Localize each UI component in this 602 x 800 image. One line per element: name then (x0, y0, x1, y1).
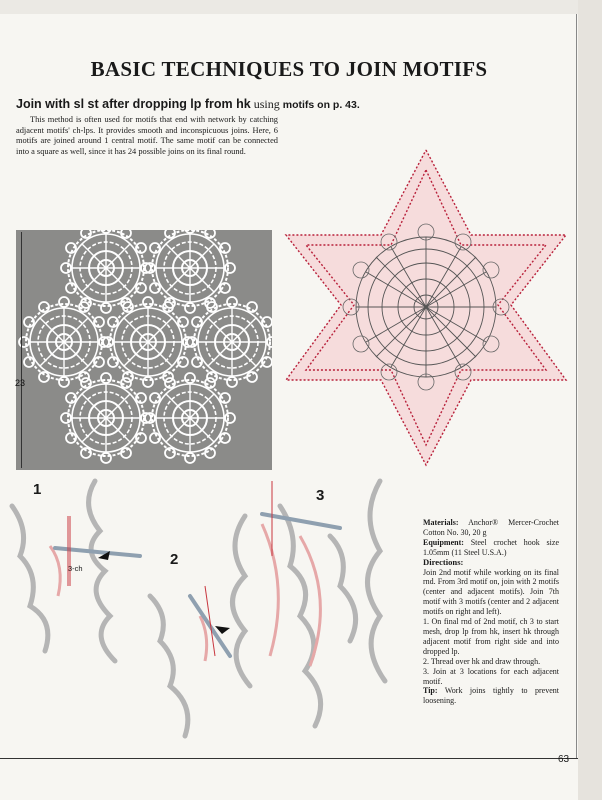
section-heading (16, 97, 360, 112)
tip-label: Tip: (423, 686, 438, 696)
motif-photo (16, 230, 272, 470)
direction-step-2: 2. Thread over hk and draw through. (423, 656, 541, 666)
materials-line (423, 518, 559, 538)
page-edge-right (578, 0, 602, 800)
direction-paragraph: Join 2nd motif while working on its final rnd. From 3rd motif on, join with 2 motifs (center and adjacent motifs). Join 7th motif with 3 motifs (center and 2 adjacent motifs on right and left). (423, 567, 559, 617)
section-heading-reference: motifs on p. 43. (282, 99, 360, 111)
step-illustrations (0, 476, 430, 756)
step-3-number: 3 (316, 487, 325, 504)
equipment-text: Steel crochet hook size 1.05mm (11 Steel U.S.A.) (423, 537, 559, 557)
step-2-number: 2 (170, 551, 179, 568)
equipment-line (423, 538, 559, 558)
materials-text: Anchor® Mercer-Crochet Cotton No. 30, 20 g (423, 518, 559, 537)
equipment-label: Equipment: (423, 537, 464, 547)
directions-heading: Directions: (423, 556, 464, 567)
instructions-column (423, 518, 559, 706)
margin-rule (576, 14, 577, 759)
section-heading-main: Join with sl st after dropping lp from hk (16, 97, 251, 111)
dimension-line (21, 232, 22, 468)
page-title: BASIC TECHNIQUES TO JOIN MOTIFS (90, 57, 488, 81)
step-1-number: 1 (33, 481, 42, 498)
page-edge-top (0, 0, 602, 14)
intro-paragraph: This method is often used for motifs that end with network by catching adjacent motifs' ch-lps. It provides smooth and inconspicuous joins. Here, 6 motifs are joined around 1 central motif. The same motif can be connected into a square as well, since it has 24 possible joins on its final round. (16, 115, 278, 156)
direction-step-1: 1. On final rnd of 2nd motif, ch 3 to start mesh, drop lp from hk, insert hk through adjacent motif from right side and into dropped lp. (423, 617, 559, 656)
motif-photo-art (16, 230, 272, 470)
dimension-label: 23 (15, 378, 26, 388)
chain-label: 3-ch (68, 564, 83, 573)
materials-label: Materials: (423, 518, 459, 527)
tip-text: Work joins tightly to prevent loosening. (423, 686, 560, 706)
direction-step-3: 3. Join at 3 locations for each adjacent motif. (423, 666, 559, 686)
footer-rule (0, 758, 578, 759)
tip-line (423, 686, 559, 706)
page-number: 63 (558, 754, 570, 765)
joining-chart-diagram (276, 140, 576, 470)
section-heading-suffix: using (253, 97, 280, 111)
